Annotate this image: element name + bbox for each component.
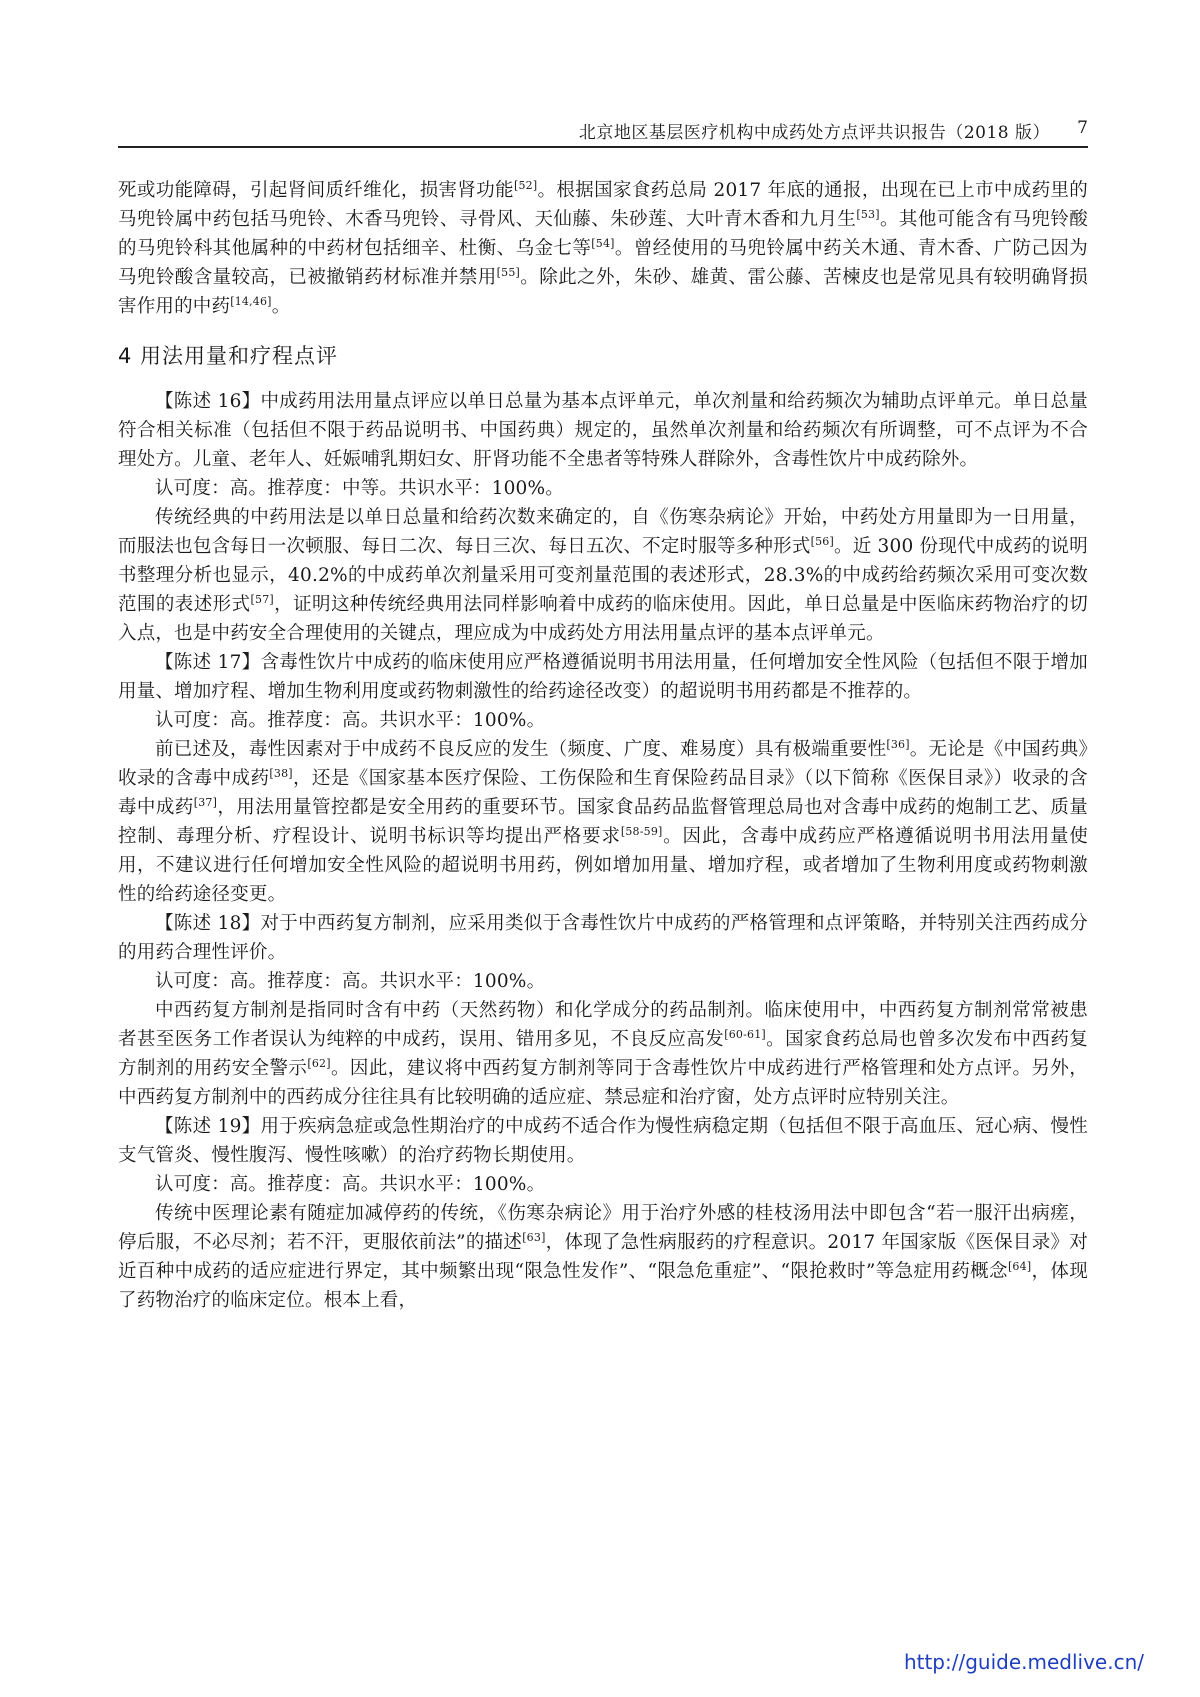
source-link[interactable]: http://guide.medlive.cn/ (903, 1650, 1144, 1674)
running-header-title: 北京地区基层医疗机构中成药处方点评共识报告（2018 版） (578, 123, 1050, 143)
section-heading: 4 用法用量和疗程点评 (118, 344, 339, 368)
rating-17: 认可度：高。推荐度：高。共识水平：100%。 (155, 710, 546, 731)
citation-ref: [62] (307, 1056, 331, 1070)
citation-ref: [63] (522, 1230, 546, 1244)
citation-ref: [60-61] (724, 1027, 766, 1041)
statement-16: 【陈述 16】中成药用法用量点评应以单日总量为基本点评单元，单次剂量和给药频次为辅助点评单元。单日总量符合相关标准（包括但不限于药品说明书、中国药典）规定的，虽然单次剂量和给药频次有所调整，可不点评为不合理处方。儿童、老年人、妊娠哺乳期妇女、肝肾功能不全患者等特殊人群除外，含毒性饮片中成药除外。 (118, 391, 1088, 470)
paragraph-continued: 死或功能障碍，引起肾间质纤维化，损害肾功能[52]。根据国家食药总局 2017 年底的通报，出现在已上市中成药里的马兜铃属中药包括马兜铃、木香马兜铃、寻骨风、天仙藤、朱砂莲、大叶青木香和九月生[53]。其他可能含有马兜铃酸的马兜铃科其他属种的中药材包括细辛、杜衡、乌金七等[54]。曾经使用的马兜铃属中药关木通、青木香、广防己因为马兜铃酸含量较高，已被撤销药材标准并禁用[55]。除此之外，朱砂、雄黄、雷公藤、苦楝皮也是常见具有较明确肾损害作用的中药[14,46]。 (118, 178, 1089, 317)
rating-19: 认可度：高。推荐度：高。共识水平：100%。 (155, 1174, 546, 1195)
citation-ref: [36] (886, 737, 910, 751)
running-header (118, 116, 1088, 148)
statement-19: 【陈述 19】用于疾病急症或急性期治疗的中成药不适合作为慢性病稳定期（包括但不限于高血压、冠心病、慢性支气管炎、慢性腹泻、慢性咳嗽）的治疗药物长期使用。 (118, 1116, 1088, 1166)
citation-ref: [58-59] (620, 824, 663, 838)
statement-18: 【陈述 18】对于中西药复方制剂，应采用类似于含毒性饮片中成药的严格管理和点评策略，并特别关注西药成分的用药合理性评价。 (118, 913, 1088, 963)
document-body (118, 176, 1088, 1315)
citation-ref: [38] (269, 766, 293, 780)
citation-ref: [57] (250, 592, 274, 606)
statement-17: 【陈述 17】含毒性饮片中成药的临床使用应严格遵循说明书用法用量，任何增加安全性风险（包括但不限于增加用量、增加疗程、增加生物利用度或药物刺激性的给药途径改变）的超说明书用药都是不推荐的。 (118, 652, 1088, 702)
citation-ref: [55] (496, 265, 521, 279)
citation-ref: [37] (193, 795, 218, 809)
citation-ref: [53] (856, 207, 880, 221)
rating-16: 认可度：高。推荐度：中等。共识水平：100%。 (155, 478, 564, 499)
citation-ref: [14,46] (230, 294, 272, 308)
page-number: 7 (1077, 118, 1088, 138)
explanation-19: 传统中医理论素有随症加减停药的传统，《伤寒杂病论》用于治疗外感的桂枝汤用法中即包含“若一服汗出病瘥，停后服，不必尽剂；若不汗，更服依前法”的描述[63]，体现了急性病服药的疗程意识。2017 年国家版《医保目录》对近百种中成药的适应症进行界定，其中频繁出现“限急性发作”、“限急危重症”、“限抢救时”等急症用药概念[64]，体现了药物治疗的临床定位。根本上看， (118, 1203, 1088, 1311)
citation-ref: [54] (591, 236, 615, 250)
citation-ref: [52] (513, 178, 538, 192)
rating-18: 认可度：高。推荐度：高。共识水平：100%。 (155, 971, 546, 992)
explanation-18: 中西药复方制剂是指同时含有中药（天然药物）和化学成分的药品制剂。临床使用中，中西药复方制剂常常被患者甚至医务工作者误认为纯粹的中成药，误用、错用多见，不良反应高发[60-61]。国家食药总局也曾多次发布中西药复方制剂的用药安全警示[62]。因此，建议将中西药复方制剂等同于含毒性饮片中成药进行严格管理和处方点评。另外，中西药复方制剂中的西药成分往往具有比较明确的适应症、禁忌症和治疗窗，处方点评时应特别关注。 (118, 1000, 1088, 1108)
explanation-17: 前已述及，毒性因素对于中成药不良反应的发生（频度、广度、难易度）具有极端重要性[36]。无论是《中国药典》收录的含毒中成药[38]，还是《国家基本医疗保险、工伤保险和生育保险药品目录》（以下简称《医保目录》）收录的含毒中成药[37]，用法用量管控都是安全用药的重要环节。国家食品药品监督管理总局也对含毒中成药的炮制工艺、质量控制、毒理分析、疗程设计、说明书标识等均提出严格要求[58-59]。因此，含毒中成药应严格遵循说明书用法用量使用，不建议进行任何增加安全性风险的超说明书用药，例如增加用量、增加疗程，或者增加了生物利用度或药物刺激性的给药途径变更。 (118, 737, 1088, 905)
citation-ref: [56] (810, 534, 834, 548)
explanation-16: 传统经典的中药用法是以单日总量和给药次数来确定的，自《伤寒杂病论》开始，中药处方用量即为一日用量，而服法也包含每日一次顿服、每日二次、每日三次、每日五次、不定时服等多种形式[56]。近 300 份现代中成药的说明书整理分析也显示，40.2%的中成药单次剂量采用可变剂量范围的表述形式，28.3%的中成药给药频次采用可变次数范围的表述形式[57]，证明这种传统经典用法同样影响着中成药的临床使用。因此，单日总量是中医临床药物治疗的切入点，也是中药安全合理使用的关键点，理应成为中成药处方用法用量点评的基本点评单元。 (118, 507, 1088, 644)
citation-ref: [64] (1007, 1259, 1032, 1273)
